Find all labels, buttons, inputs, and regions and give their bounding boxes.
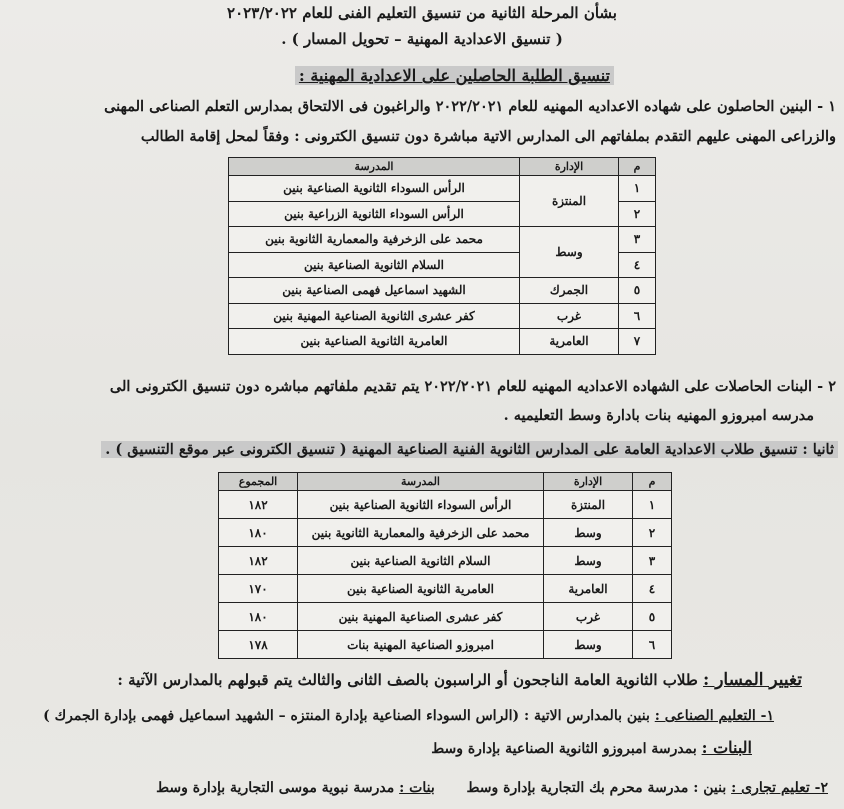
header-line-1: بشأن المرحلة الثانية من تنسيق التعليم الفنى للعام ٢٠٢٣/٢٠٢٢: [227, 4, 617, 22]
row-num: ٥: [633, 603, 672, 631]
table-row: [219, 603, 672, 631]
section2-title: [101, 441, 838, 458]
row-total: ١٨٢: [219, 547, 298, 575]
row-school: السلام الثانوية الصناعية بنين: [298, 547, 544, 575]
row-num: ٣: [619, 227, 656, 253]
table-row: [219, 631, 672, 659]
industrial-line: [43, 708, 774, 724]
section3-title-rest: طلاب الثانوية العامة الناجحون أو الراسبون بالصف الثانى والثالث يتم قبولهم بالمدارس الآتية :: [117, 671, 698, 689]
industrial-text: بنين بالمدارس الاتية : (الراس السوداء الصناعية بإدارة المنتزه – الشهيد اسماعيل فهمى بإدارة الجمرك ): [43, 708, 650, 724]
row-num: ٥: [619, 278, 656, 304]
table-header-row: [219, 473, 672, 491]
row-admin: غرب: [544, 603, 633, 631]
row-admin: المنتزة: [520, 176, 619, 227]
section1-title-text: تنسيق الطلبة الحاصلين على الاعدادية المهنية :: [295, 66, 614, 85]
row-school: كفر عشرى الصناعية المهنية بنين: [298, 603, 544, 631]
section3-title-label: تغيير المسار :: [703, 670, 802, 690]
row-num: ١: [633, 491, 672, 519]
row-school: الشهيد اسماعيل فهمى الصناعية بنين: [229, 278, 520, 304]
row-total: ١٨٠: [219, 519, 298, 547]
girls-text: بمدرسة امبروزو الثانوية الصناعية بإدارة وسط: [431, 741, 697, 757]
section1-paragraph2-line1: ٢ - البنات الحاصلات على الشهاده الاعداديه المهنيه للعام ٢٠٢٢/٢٠٢١ يتم تقديم ملفاتهم مباشره دون تنسيق الكترونى الى: [109, 378, 836, 395]
row-school: الرأس السوداء الثانوية الصناعية بنين: [298, 491, 544, 519]
header-num: م: [633, 473, 672, 491]
row-admin: المنتزة: [544, 491, 633, 519]
table-row: [229, 329, 656, 355]
row-admin: العامرية: [544, 575, 633, 603]
table-row: [229, 176, 656, 202]
row-total: ١٧٨: [219, 631, 298, 659]
row-admin: الجمرك: [520, 278, 619, 304]
row-admin: وسط: [520, 227, 619, 278]
header-admin: الإدارة: [520, 158, 619, 176]
table-row: [219, 547, 672, 575]
section1-paragraph1-line1: ١ - البنين الحاصلون على شهاده الاعداديه المهنيه للعام ٢٠٢٢/٢٠٢١ والراغبون فى الالتحاق بمدارس التعلم الصناعى المهنى: [104, 98, 836, 115]
row-num: ٤: [633, 575, 672, 603]
row-admin: غرب: [520, 303, 619, 329]
row-school: السلام الثانوية الصناعية بنين: [229, 252, 520, 278]
table-row: [229, 227, 656, 253]
table-row: [229, 303, 656, 329]
row-num: ٦: [619, 303, 656, 329]
table-header-row: [229, 158, 656, 176]
commercial-boys: بنين : مدرسة محرم بك التجارية بإدارة وسط: [466, 780, 727, 796]
table-row: [219, 575, 672, 603]
row-school: العامرية الثانوية الصناعية بنين: [229, 329, 520, 355]
row-admin: وسط: [544, 631, 633, 659]
row-num: ٢: [619, 201, 656, 227]
row-total: ١٨٠: [219, 603, 298, 631]
row-admin: وسط: [544, 519, 633, 547]
table-row: [229, 278, 656, 304]
row-total: ١٧٠: [219, 575, 298, 603]
row-num: ٢: [633, 519, 672, 547]
row-total: ١٨٢: [219, 491, 298, 519]
girls-label: البنات :: [701, 738, 752, 757]
row-num: ٣: [633, 547, 672, 575]
commercial-girls-label: بنات :: [399, 780, 435, 796]
commercial-girls-text: مدرسة نبوية موسى التجارية بإدارة وسط: [156, 780, 395, 796]
girls-line: [431, 738, 752, 757]
table-row: [219, 491, 672, 519]
row-num: ١: [619, 176, 656, 202]
header-school: المدرسة: [229, 158, 520, 176]
row-school: الرأس السوداء الثانوية الصناعية بنين: [229, 176, 520, 202]
table-row: [219, 519, 672, 547]
industrial-label: ١- التعليم الصناعى :: [654, 708, 774, 724]
row-admin: العامرية: [520, 329, 619, 355]
section2-schools-table: [218, 472, 672, 659]
row-num: ٧: [619, 329, 656, 355]
header-num: م: [619, 158, 656, 176]
section1-paragraph2-line2: مدرسه امبروزو المهنيه بنات بادارة وسط التعليميه .: [503, 407, 814, 424]
row-num: ٤: [619, 252, 656, 278]
header-total: المجموع: [219, 473, 298, 491]
section1-title: [295, 66, 614, 85]
row-num: ٦: [633, 631, 672, 659]
section2-title-text: ثانيا : تنسيق طلاب الاعدادية العامة على المدارس الثانوية الفنية الصناعية المهنية ( تنسيق الكترونى عبر موقع التنسيق ) .: [101, 441, 838, 458]
header-admin: الإدارة: [544, 473, 633, 491]
row-school: محمد على الزخرفية والمعمارية الثانوية بنين: [298, 519, 544, 547]
commercial-label: ٢- تعليم تجارى :: [731, 780, 828, 796]
row-school: الرأس السوداء الثانوية الزراعية بنين: [229, 201, 520, 227]
row-admin: وسط: [544, 547, 633, 575]
section3-title: [117, 670, 802, 690]
header-school: المدرسة: [298, 473, 544, 491]
row-school: كفر عشرى الثانوية الصناعية المهنية بنين: [229, 303, 520, 329]
row-school: امبروزو الصناعية المهنية بنات: [298, 631, 544, 659]
header-line-2: ( تنسيق الاعدادية المهنية – تحويل المسار ) .: [281, 30, 563, 48]
row-school: محمد على الزخرفية والمعمارية الثانوية بنين: [229, 227, 520, 253]
section1-paragraph1-line2: والزراعى المهنى عليهم التقدم بملفاتهم الى المدارس الاتية مباشرة دون تنسيق الكترونى : وفقاً لمحل إقامة الطالب: [140, 128, 836, 145]
row-school: العامرية الثانوية الصناعية بنين: [298, 575, 544, 603]
section1-schools-table: [228, 157, 656, 355]
commercial-line: [156, 780, 828, 796]
